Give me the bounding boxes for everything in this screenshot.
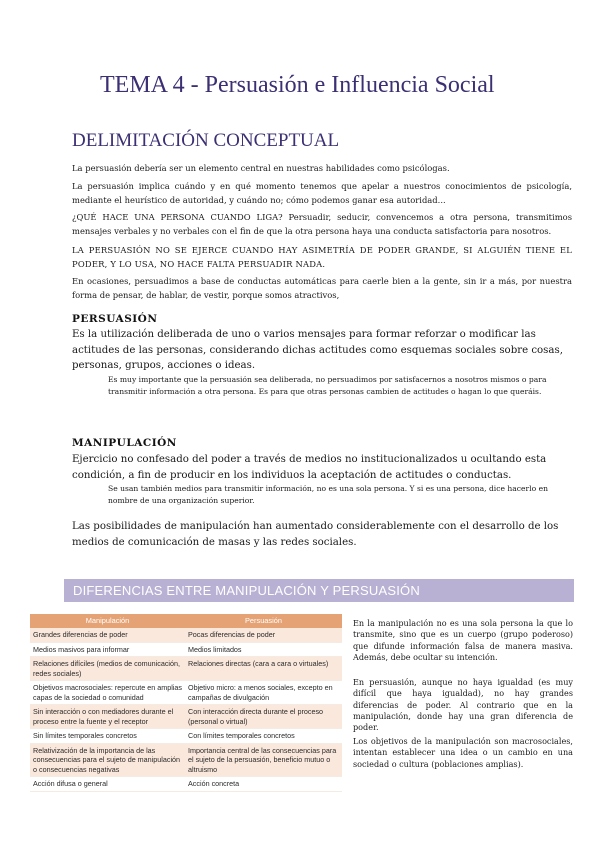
differences-banner [64, 579, 574, 602]
column-header-persuasion: Persuasión [185, 614, 342, 628]
table-cell: Con límites temporales concretos [185, 729, 342, 744]
table-row [30, 681, 342, 705]
table-cell: Sin interacción o con mediadores durante el proceso entre la fuente y el receptor [30, 705, 185, 729]
side-paragraph-persuasion: En persuasión, aunque no haya igualdad (es muy difícil que haya igualdad), no hay grandes diferencias de poder. Al contrario que en la manipulación, donde hay una gran diferencia de poder. [353, 677, 573, 733]
table-cell: Importancia central de las consecuencias para el sujeto de la persuasión, beneficio mutuo o altruismo [185, 743, 342, 777]
paragraph-intro: La persuasión debería ser un elemento central en nuestras habilidades como psicólogas. [72, 163, 450, 173]
paragraph-conductas: En ocasiones, persuadimos a base de conductas automáticas para caerle bien a la gente, sin ir a más, por nuestra forma de pensar, de hablar, de vestir, porque somos atractivos, [72, 276, 572, 300]
table-row [30, 642, 342, 657]
table-row [30, 628, 342, 642]
table-cell: Medios masivos para informar [30, 642, 185, 657]
table-cell: Medios limitados [185, 642, 342, 657]
side-paragraph-manipulacion: En la manipulación no es una sola persona la que lo transmite, sino que es un cuerpo (grupo poderoso) que difunde información falsa de manera masiva. Además, debe ocultar su intención. [353, 618, 573, 662]
manipulacion-definition: Ejercicio no confesado del poder a través de medios no institucionalizados u ocultando esta condición, a fin de producir en los individuos la aceptación de actitudes o conductas. [72, 454, 547, 481]
table-row [30, 743, 342, 777]
table-cell: Grandes diferencias de poder [30, 628, 185, 642]
table-cell: Objetivo micro: a menos sociales, excepto en campañas de divulgación [185, 681, 342, 705]
persuasion-note: Es muy importante que la persuasión sea deliberada, no persuadimos por satisfacernos a nosotros mismos o para transmitir información a otra persona. Es para que otras personas cambien de actitudes o hagan lo que queráis. [108, 375, 547, 396]
differences-banner-title: DIFERENCIAS ENTRE MANIPULACIÓN Y PERSUASIÓN [73, 583, 420, 598]
table-cell: Relaciones directas (cara a cara o virtuales) [185, 657, 342, 681]
table-cell: Objetivos macrosociales: repercute en amplias capas de la sociedad o comunidad [30, 681, 185, 705]
manipulacion-note: Se usan también medios para transmitir información, no es una sola persona. Y si es una persona, dice hacerlo en nombre de una organización superior. [108, 484, 548, 505]
section-heading-delimitacion: DELIMITACIÓN CONCEPTUAL [72, 130, 340, 151]
table-row [30, 705, 342, 729]
page-title: TEMA 4 - Persuasión e Influencia Social [100, 72, 495, 98]
table-cell: Relaciones difíciles (medios de comunicación, redes sociales) [30, 657, 185, 681]
table-cell: Sin límites temporales concretos [30, 729, 185, 744]
column-header-manipulacion: Manipulación [30, 614, 185, 628]
differences-table [30, 614, 342, 792]
side-paragraph-objetivos: Los objetivos de la manipulación son macrosociales, intentan establecer una idea o un cambio en una sociedad o cultura (poblaciones amplias). [353, 736, 573, 769]
paragraph-liga: ¿QUÉ HACE UNA PERSONA CUANDO LIGA? Persuadir, seducir, convencemos a otra persona, transmitimos mensajes verbales y no verbales con el fin de que la otra persona haya una conducta satisfactoria para nosotros. [72, 212, 572, 236]
table-header-row [30, 614, 342, 628]
manipulacion-extra: Las posibilidades de manipulación han aumentado considerablemente con el desarrollo de los medios de comunicación de masas y las redes sociales. [72, 521, 559, 548]
paragraph-heuristic: La persuasión implica cuándo y en qué momento tenemos que apelar a nuestros conocimientos de psicología, mediante el heurístico de autoridad, y cuándo no; cómo podemos ganar esa autoridad... [72, 181, 572, 205]
paragraph-asimetria: LA PERSUASIÓN NO SE EJERCE CUANDO HAY ASIMETRÍA DE PODER GRANDE, SI ALGUIÉN TIENE EL PODER, Y LO USA, NO HACE FALTA PERSUADIR NADA. [72, 245, 572, 269]
table-cell: Relativización de la importancia de las consecuencias para el sujeto de manipulación o consecuencias negativas [30, 743, 185, 777]
persuasion-definition: Es la utilización deliberada de uno o varios mensajes para formar reforzar o modificar las actitudes de las personas, considerando dichas actitudes como esquemas sociales sobre cosas, personas, grupos, acciones o ideas. [72, 329, 563, 371]
heading-persuasion: PERSUASIÓN [72, 313, 158, 325]
table-row [30, 729, 342, 744]
table-cell: Con interacción directa durante el proceso (personal o virtual) [185, 705, 342, 729]
table-row [30, 657, 342, 681]
table-cell: Acción concreta [185, 777, 342, 792]
table-cell: Pocas diferencias de poder [185, 628, 342, 642]
table-row [30, 777, 342, 792]
table-cell: Acción difusa o general [30, 777, 185, 792]
heading-manipulacion: MANIPULACIÓN [72, 437, 177, 449]
